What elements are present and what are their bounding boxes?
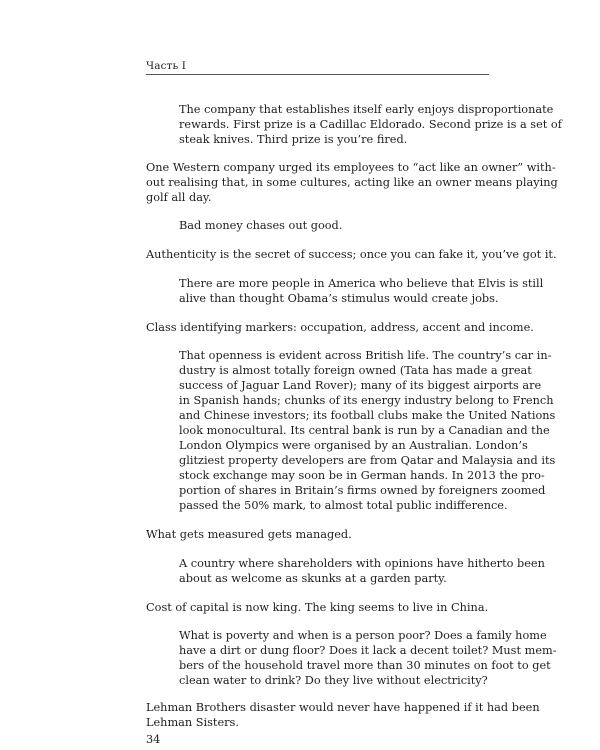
- text-line: in Spanish hands; chunks of its energy industry belong to French: [179, 394, 554, 407]
- text-line: bers of the household travel more than 30 minutes on foot to get: [179, 659, 551, 672]
- text-line: look monocultural. Its central bank is run by a Canadian and the: [179, 424, 550, 437]
- text-line: steak knives. Third prize is you’re fired.: [179, 133, 408, 146]
- text-line: London Olympics were organised by an Australian. London’s: [179, 439, 528, 452]
- text-line: That openness is evident across British life. The country’s car in-: [179, 349, 552, 362]
- text-line: Lehman Brothers disaster would never have happened if it had been: [146, 701, 540, 714]
- text-line: passed the 50% mark, to almost total public indifference.: [179, 499, 508, 512]
- running-header: Часть I: [146, 60, 186, 72]
- text-line: out realising that, in some cultures, acting like an owner means playing: [146, 176, 558, 189]
- text-line: Class identifying markers: occupation, address, accent and income.: [146, 321, 534, 334]
- text-line: The company that establishes itself early enjoys disproportionate: [179, 103, 554, 116]
- text-line: and Chinese investors; its football clubs make the United Nations: [179, 409, 556, 422]
- text-line: Bad money chases out good.: [179, 219, 343, 232]
- text-line: rewards. First prize is a Cadillac Eldorado. Second prize is a set of: [179, 118, 562, 131]
- text-line: A country where shareholders with opinions have hitherto been: [179, 557, 545, 570]
- text-line: clean water to drink? Do they live without electricity?: [179, 674, 488, 687]
- text-line: alive than thought Obama’s stimulus would create jobs.: [179, 292, 499, 305]
- header-rule: [146, 74, 489, 75]
- text-line: What gets measured gets managed.: [146, 528, 352, 541]
- text-line: glitziest property developers are from Qatar and Malaysia and its: [179, 454, 556, 467]
- text-line: have a dirt or dung floor? Does it lack a decent toilet? Must mem-: [179, 644, 557, 657]
- text-line: dustry is almost totally foreign owned (Tata has made a great: [179, 364, 532, 377]
- text-line: golf all day.: [146, 191, 212, 204]
- text-line: One Western company urged its employees to “act like an owner” with-: [146, 161, 556, 174]
- page-number: 34: [146, 733, 161, 746]
- text-line: stock exchange may soon be in German hands. In 2013 the pro-: [179, 469, 545, 482]
- text-line: portion of shares in Britain’s firms owned by foreigners zoomed: [179, 484, 546, 497]
- text-line: success of Jaguar Land Rover); many of its biggest airports are: [179, 379, 542, 392]
- text-line: Cost of capital is now king. The king seems to live in China.: [146, 601, 489, 614]
- text-line: Lehman Sisters.: [146, 716, 239, 729]
- text-line: about as welcome as skunks at a garden party.: [179, 572, 447, 585]
- text-line: What is poverty and when is a person poor? Does a family home: [179, 629, 547, 642]
- text-line: There are more people in America who believe that Elvis is still: [179, 277, 544, 290]
- text-line: Authenticity is the secret of success; once you can fake it, you’ve got it.: [146, 248, 557, 261]
